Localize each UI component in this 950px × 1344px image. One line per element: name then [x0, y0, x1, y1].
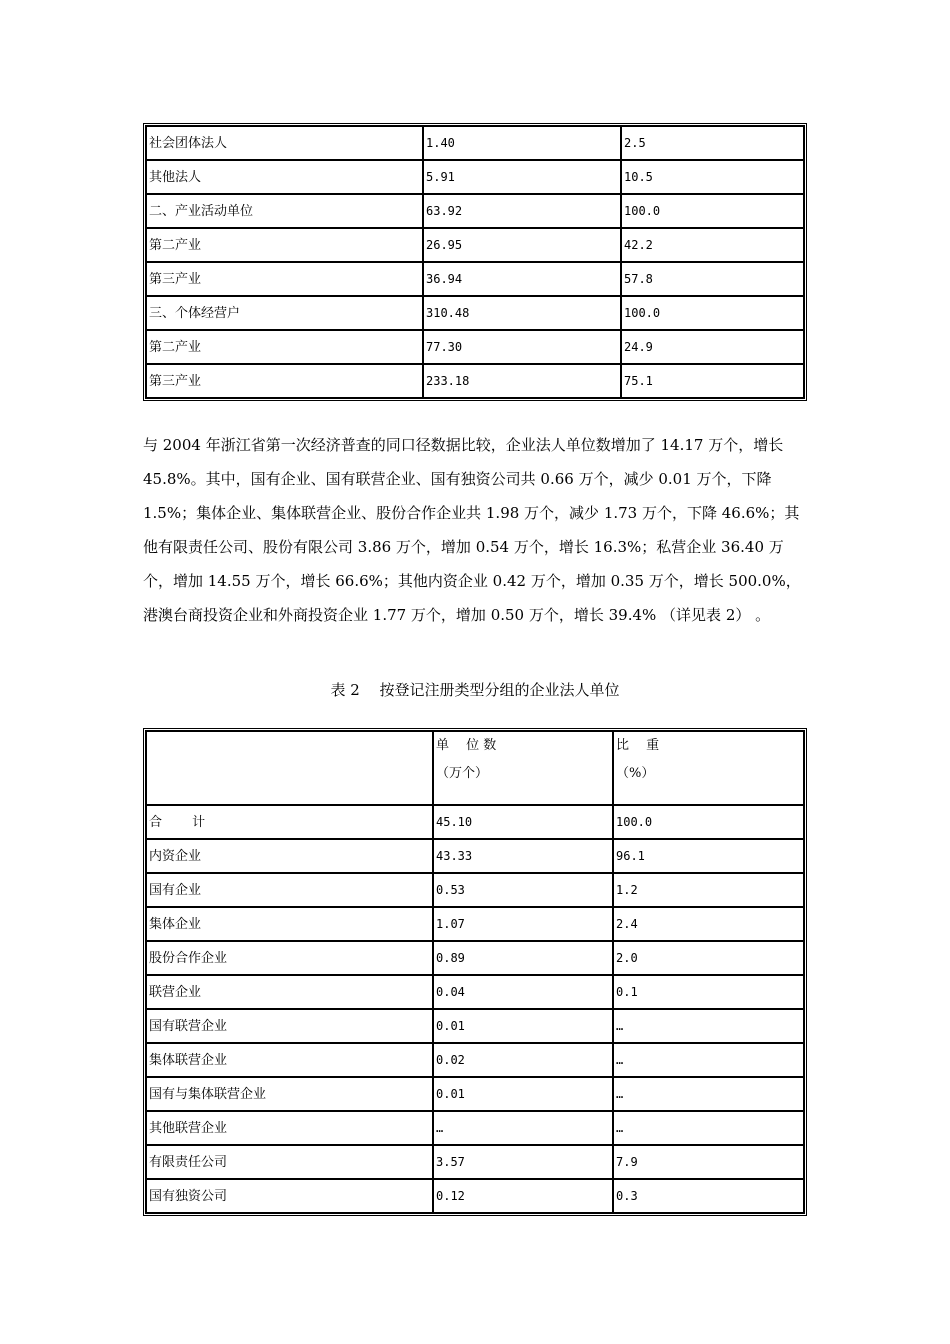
row-label-cell: 三、个体经营户: [146, 296, 423, 330]
share-cell: 0.3: [613, 1179, 804, 1213]
row-label-cell: 第三产业: [146, 262, 423, 296]
share-cell: 96.1: [613, 839, 804, 873]
share-cell: 7.9: [613, 1145, 804, 1179]
header-count-label: 单 位 数: [436, 738, 497, 753]
value-cell: 63.92: [423, 194, 621, 228]
share-cell: …: [613, 1077, 804, 1111]
table-row: [146, 262, 804, 296]
table-row: [146, 1179, 804, 1213]
header-cell-count: [433, 731, 613, 805]
share-cell: 100.0: [621, 194, 804, 228]
row-label-cell: 第二产业: [146, 330, 423, 364]
value-cell: 3.57: [433, 1145, 613, 1179]
row-label-cell: 集体企业: [146, 907, 433, 941]
value-cell: 77.30: [423, 330, 621, 364]
value-cell: 5.91: [423, 160, 621, 194]
row-label-cell: 社会团体法人: [146, 126, 423, 160]
share-cell: 2.0: [613, 941, 804, 975]
value-cell: 45.10: [433, 805, 613, 839]
table-row: [146, 941, 804, 975]
table-row: [146, 839, 804, 873]
table-row: [146, 228, 804, 262]
row-label-cell: 二、产业活动单位: [146, 194, 423, 228]
share-cell: …: [613, 1111, 804, 1145]
row-label-cell: 国有独资公司: [146, 1179, 433, 1213]
row-label-cell: 集体联营企业: [146, 1043, 433, 1077]
row-label-cell: 其他法人: [146, 160, 423, 194]
value-cell: 0.01: [433, 1077, 613, 1111]
value-cell: 0.04: [433, 975, 613, 1009]
row-label-cell: 国有企业: [146, 873, 433, 907]
row-label-cell: 第二产业: [146, 228, 423, 262]
value-cell: 0.12: [433, 1179, 613, 1213]
share-cell: 57.8: [621, 262, 804, 296]
row-label-cell: 国有与集体联营企业: [146, 1077, 433, 1111]
share-cell: 75.1: [621, 364, 804, 398]
value-cell: 0.01: [433, 1009, 613, 1043]
share-cell: 10.5: [621, 160, 804, 194]
value-cell: 0.02: [433, 1043, 613, 1077]
value-cell: 1.40: [423, 126, 621, 160]
row-label-cell: 国有联营企业: [146, 1009, 433, 1043]
header-share-label: 比 重: [616, 738, 660, 753]
share-cell: 0.1: [613, 975, 804, 1009]
table-row: [146, 1145, 804, 1179]
share-cell: …: [613, 1009, 804, 1043]
value-cell: 26.95: [423, 228, 621, 262]
value-cell: 43.33: [433, 839, 613, 873]
share-cell: 1.2: [613, 873, 804, 907]
row-label-cell: 第三产业: [146, 364, 423, 398]
header-count-unit: （万个）: [436, 766, 489, 781]
share-cell: 42.2: [621, 228, 804, 262]
row-label-cell: 内资企业: [146, 839, 433, 873]
table-row: [146, 1077, 804, 1111]
table-row: [146, 907, 804, 941]
share-cell: …: [613, 1043, 804, 1077]
table-1: [143, 123, 807, 401]
table-2-body: [146, 805, 804, 1213]
value-cell: …: [433, 1111, 613, 1145]
value-cell: 36.94: [423, 262, 621, 296]
table-row: [146, 330, 804, 364]
header-share-unit: （%）: [616, 766, 655, 781]
header-cell-category: [146, 731, 433, 805]
share-cell: 2.4: [613, 907, 804, 941]
table-row: [146, 194, 804, 228]
comparison-paragraph: 与 2004 年浙江省第一次经济普查的同口径数据比较，企业法人单位数增加了 14.17 万个，增长 45.8%。其中，国有企业、国有联营企业、国有独资公司共 0.66 万个，减少 0.01 万个，下降 1.5%；集体企业、集体联营企业、股份合作企业共 1.98 万个，减少 1.73 万个，下降 46.6%；其他有限责任公司、股份有限公司 3.86 万个，增加 0.54 万个，增长 16.3%；私营企业 36.40 万个，增加 14.55 万个，增长 66.6%；其他内资企业 0.42 万个，增加 0.35 万个，增长 500.0%，港澳台商投资企业和外商投资企业 1.77 万个，增加 0.50 万个，增长 39.4% （详见表 2） 。: [143, 436, 801, 624]
row-label-cell: 股份合作企业: [146, 941, 433, 975]
value-cell: 310.48: [423, 296, 621, 330]
value-cell: 0.89: [433, 941, 613, 975]
row-label-cell: 其他联营企业: [146, 1111, 433, 1145]
table-1-body: [146, 126, 804, 398]
share-cell: 100.0: [613, 805, 804, 839]
row-label-cell: 合 计: [146, 805, 433, 839]
table-row: [146, 1111, 804, 1145]
value-cell: 0.53: [433, 873, 613, 907]
table-row: [146, 873, 804, 907]
table-row: [146, 126, 804, 160]
table-row: [146, 1009, 804, 1043]
table-2: [143, 728, 807, 1216]
row-label-cell: 有限责任公司: [146, 1145, 433, 1179]
table-2-header-row: [146, 731, 804, 805]
table-row: [146, 296, 804, 330]
value-cell: 233.18: [423, 364, 621, 398]
table-row: [146, 1043, 804, 1077]
table-row: [146, 805, 804, 839]
table-row: [146, 975, 804, 1009]
table-2-caption: 表 2 按登记注册类型分组的企业法人单位: [330, 681, 620, 699]
table-row: [146, 364, 804, 398]
value-cell: 1.07: [433, 907, 613, 941]
share-cell: 24.9: [621, 330, 804, 364]
header-cell-share: [613, 731, 804, 805]
share-cell: 2.5: [621, 126, 804, 160]
share-cell: 100.0: [621, 296, 804, 330]
row-label-cell: 联营企业: [146, 975, 433, 1009]
table-row: [146, 160, 804, 194]
